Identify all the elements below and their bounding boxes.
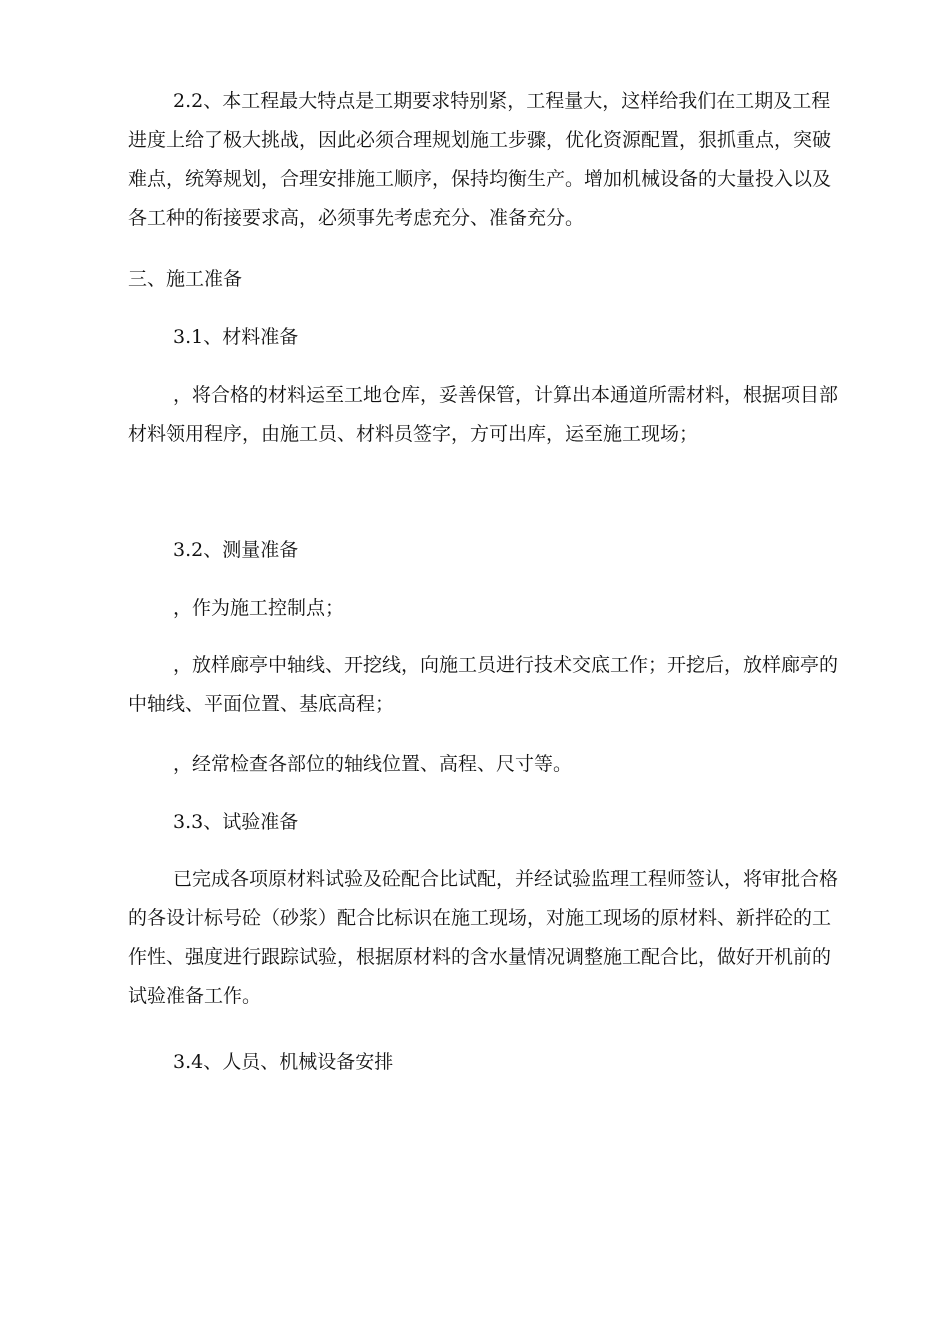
paragraph-3-1-a: ，将合格的材料运至工地仓库，妥善保管，计算出本通道所需材料，根据项目部材料领用程序，由施工员、材料员签字，方可出库，运至施工现场； (128, 384, 839, 445)
paragraph-3-2-a: ，作为施工控制点； (173, 597, 345, 619)
subsection-3-4-title: 3.4、人员、机械设备安排 (173, 1051, 394, 1073)
subsection-3-3-title: 3.3、试验准备 (173, 811, 299, 833)
paragraph-3-2-b: ，放样廊亭中轴线、开挖线，向施工员进行技术交底工作；开挖后，放样廊亭的中轴线、平面位置、基底高程； (128, 654, 839, 715)
subsection-3-2-title: 3.2、测量准备 (173, 539, 299, 561)
subsection-3-1-title: 3.1、材料准备 (173, 326, 299, 348)
paragraph-3-3-a: 已完成各项原材料试验及砼配合比试配，并经试验监理工程师签认，将审批合格的各设计标号砼（砂浆）配合比标识在施工现场，对施工现场的原材料、新拌砼的工作性、强度进行跟踪试验，根据原材料的含水量情况调整施工配合比，做好开机前的试验准备工作。 (128, 868, 839, 1007)
paragraph-2-2: 2.2、本工程最大特点是工期要求特别紧，工程量大，这样给我们在工期及工程进度上给了极大挑战，因此必须合理规划施工步骤，优化资源配置，狠抓重点，突破难点，统筹规划，合理安排施工顺序，保持均衡生产。增加机械设备的大量投入以及各工种的衔接要求高，必须事先考虑充分、准备充分。 (128, 90, 832, 229)
paragraph-3-2-c: ，经常检查各部位的轴线位置、高程、尺寸等。 (173, 753, 573, 775)
section-3-title: 三、施工准备 (128, 268, 243, 290)
